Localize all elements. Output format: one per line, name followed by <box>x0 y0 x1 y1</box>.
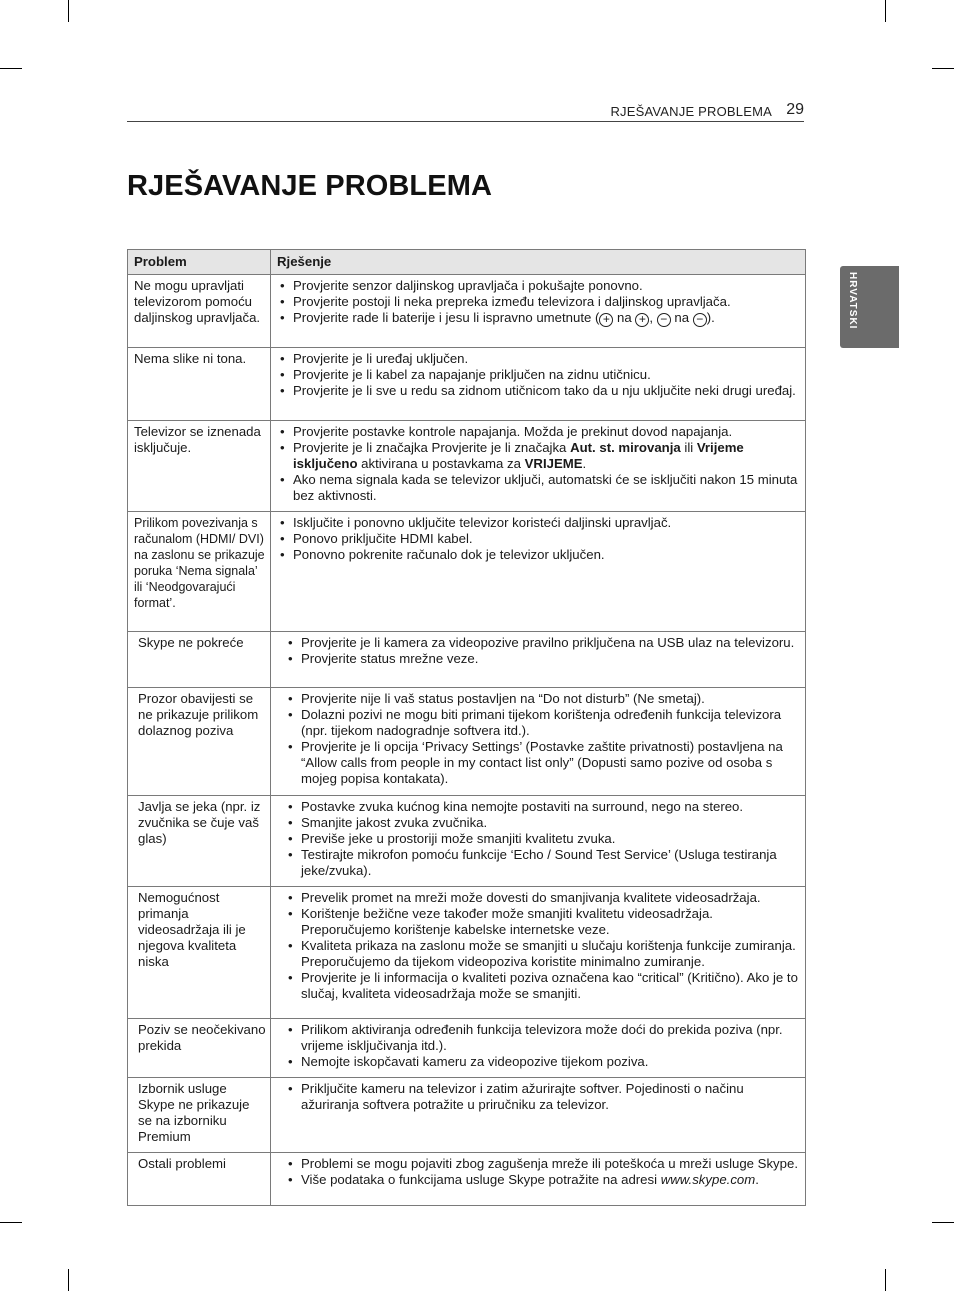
table-row <box>128 421 806 512</box>
table-row <box>128 796 806 887</box>
setting-name: Vrijeme isključeno <box>293 440 744 471</box>
crop-mark <box>885 1269 886 1291</box>
solution-cell <box>271 796 806 887</box>
solution-list <box>277 515 799 563</box>
solution-item: • Previše jeke u prostoriji može smanjiti kvalitetu zvuka. <box>285 831 799 847</box>
solution-item: • Provjerite nije li vaš status postavljen na “Do not disturb” (Ne smetaj). <box>285 691 799 707</box>
solution-item: • Provjerite je li kamera za videopozive pravilno priključena na USB ulaz na televizoru. <box>285 635 799 651</box>
problem-cell: Televizor se iznenada isključuje. <box>128 421 271 512</box>
solution-item: • Testirajte mikrofon pomoću funkcije ‘Echo / Sound Test Service’ (Usluga testiranja jeke/zvuka). <box>285 847 799 879</box>
solution-list <box>285 1156 799 1188</box>
solution-item: • Problemi se mogu pojaviti zbog zagušenja mreže ili poteškoća u mreži usluge Skype. <box>285 1156 799 1172</box>
solution-item: • Provjerite postavke kontrole napajanja. Možda je prekinut dovod napajanja. <box>277 424 799 440</box>
plus-circle-icon: + <box>635 313 649 327</box>
solution-item: • Ponovo priključite HDMI kabel. <box>277 531 799 547</box>
solution-item: • Prilikom aktiviranja određenih funkcija televizora može doći do prekida poziva (npr. vrijeme isključivanja itd.). <box>285 1022 799 1054</box>
solution-item: • Ako nema signala kada se televizor uključi, automatski će se isključiti nakon 15 minuta bez aktivnosti. <box>277 472 799 504</box>
problem-cell: Ne mogu upravljati televizorom pomoću daljinskog upravljača. <box>128 275 271 348</box>
solution-list <box>285 799 799 879</box>
solution-list <box>277 278 799 327</box>
solution-cell <box>271 688 806 796</box>
problem-cell: Skype ne pokreće <box>128 632 271 688</box>
minus-circle-icon: − <box>693 313 707 327</box>
solution-cell <box>271 275 806 348</box>
solution-item: • Priključite kameru na televizor i zatim ažurirajte softver. Pojedinosti o načinu ažuriranja softvera potražite u priručniku za televizor. <box>285 1081 799 1113</box>
solution-item: • Provjerite senzor daljinskog upravljača i pokušajte ponovno. <box>277 278 799 294</box>
running-title: RJEŠAVANJE PROBLEMA <box>610 104 772 119</box>
plus-circle-icon: + <box>599 313 613 327</box>
solution-item: • Provjerite je li uređaj uključen. <box>277 351 799 367</box>
solution-cell <box>271 1078 806 1153</box>
solution-item: • Provjerite je li sve u redu sa zidnom utičnicom tako da u nju uključite neki drugi uređaj. <box>277 383 799 399</box>
solution-item: • Kvaliteta prikaza na zaslonu može se smanjiti u slučaju korištenja funkcije zumiranja. Preporučujemo da tijekom videopoziva koristite minimalno zumiranje. <box>285 938 799 970</box>
solution-item: • Isključite i ponovno uključite televizor koristeći daljinski upravljač. <box>277 515 799 531</box>
table-row <box>128 887 806 1019</box>
table-row <box>128 688 806 796</box>
solution-item: • Prevelik promet na mreži može dovesti do smanjivanja kvalitete videosadržaja. <box>285 890 799 906</box>
page-number: 29 <box>786 101 804 118</box>
solution-item: • Provjerite je li značajka Provjerite je li značajka Aut. st. mirovanja ili Vrijeme isključeno aktivirana u postavkama za VRIJEME. <box>277 440 799 472</box>
problem-cell: Poziv se neočekivano prekida <box>128 1019 271 1078</box>
problem-cell: Nemogućnost primanja videosadržaja ili je njegova kvaliteta niska <box>128 887 271 1019</box>
solution-list <box>285 890 799 1002</box>
solution-item: • Nemojte iskopčavati kameru za videopozive tijekom poziva. <box>285 1054 799 1070</box>
table-row <box>128 632 806 688</box>
solution-item: • Smanjite jakost zvuka zvučnika. <box>285 815 799 831</box>
solution-cell <box>271 421 806 512</box>
crop-mark <box>0 1222 22 1223</box>
solution-item: • Postavke zvuka kućnog kina nemojte postaviti na surround, nego na stereo. <box>285 799 799 815</box>
solution-cell <box>271 887 806 1019</box>
solution-list <box>285 1022 799 1070</box>
language-tab-label: HRVATSKI <box>847 272 858 330</box>
solution-cell <box>271 1019 806 1078</box>
table-row <box>128 512 806 632</box>
table-row <box>128 275 806 348</box>
running-header <box>127 101 804 122</box>
solution-item: • Provjerite status mrežne veze. <box>285 651 799 667</box>
crop-mark <box>68 1269 69 1291</box>
table-header-row <box>128 250 806 275</box>
crop-mark <box>932 68 954 69</box>
solution-cell <box>271 632 806 688</box>
troubleshooting-table <box>127 249 806 1206</box>
solution-item: • Provjerite je li opcija ‘Privacy Settings’ (Postavke zaštite privatnosti) postavljena na “Allow calls from people in my contact list only” (Dopusti samo pozive od osoba s mojeg popisa kontakata). <box>285 739 799 787</box>
solution-cell <box>271 1153 806 1206</box>
solution-list <box>277 424 799 504</box>
problem-cell: Ostali problemi <box>128 1153 271 1206</box>
solution-cell <box>271 512 806 632</box>
table-row <box>128 1153 806 1206</box>
setting-name: Aut. st. mirovanja <box>570 440 681 455</box>
solution-cell <box>271 348 806 421</box>
solution-list <box>285 691 799 787</box>
problem-cell: Javlja se jeka (npr. iz zvučnika se čuje vaš glas) <box>128 796 271 887</box>
column-header-solution: Rješenje <box>271 250 806 275</box>
solution-item: • Provjerite je li kabel za napajanje priključen na zidnu utičnicu. <box>277 367 799 383</box>
solution-item: • Dolazni pozivi ne mogu biti primani tijekom korištenja određenih funkcija televizora (npr. tijekom nadogradnje softvera itd.). <box>285 707 799 739</box>
table-row <box>128 1078 806 1153</box>
skype-url-link[interactable]: www.skype.com <box>660 1172 756 1187</box>
problem-cell: Prilikom povezivanja s računalom (HDMI/ DVI) na zaslonu se prikazuje poruka ‘Nema signala’ ili ‘Neodgovarajući format’. <box>128 512 271 632</box>
solution-list <box>285 635 799 667</box>
crop-mark <box>0 68 22 69</box>
solution-item: • Provjerite postoji li neka prepreka između televizora i daljinskog upravljača. <box>277 294 799 310</box>
solution-list <box>277 351 799 399</box>
menu-name: VRIJEME <box>524 456 583 471</box>
crop-mark <box>68 0 69 22</box>
crop-mark <box>932 1222 954 1223</box>
solution-list <box>285 1081 799 1113</box>
crop-mark <box>885 0 886 22</box>
problem-cell: Nema slike ni tona. <box>128 348 271 421</box>
problem-cell: Prozor obavijesti se ne prikazuje prilikom dolaznog poziva <box>128 688 271 796</box>
solution-item: • Provjerite rade li baterije i jesu li ispravno umetnute ( + na + , − na − ). <box>277 310 799 327</box>
problem-cell: Izbornik usluge Skype ne prikazuje se na izborniku Premium <box>128 1078 271 1153</box>
solution-item: • Korištenje bežične veze također može smanjiti kvalitetu videosadržaja. Preporučujemo korištenje kabelske internetske veze. <box>285 906 799 938</box>
solution-item: • Ponovno pokrenite računalo dok je televizor uključen. <box>277 547 799 563</box>
page-title: RJEŠAVANJE PROBLEMA <box>127 170 492 202</box>
column-header-problem: Problem <box>128 250 271 275</box>
language-tab <box>840 266 899 348</box>
solution-item: • Provjerite je li informacija o kvaliteti poziva označena kao “critical” (Kritično). Ako je to slučaj, kvaliteta videosadržaja može se smanjiti. <box>285 970 799 1002</box>
table-row <box>128 1019 806 1078</box>
solution-item: • Više podataka o funkcijama usluge Skype potražite na adresi www.skype.com. <box>285 1172 799 1188</box>
table-row <box>128 348 806 421</box>
minus-circle-icon: − <box>657 313 671 327</box>
